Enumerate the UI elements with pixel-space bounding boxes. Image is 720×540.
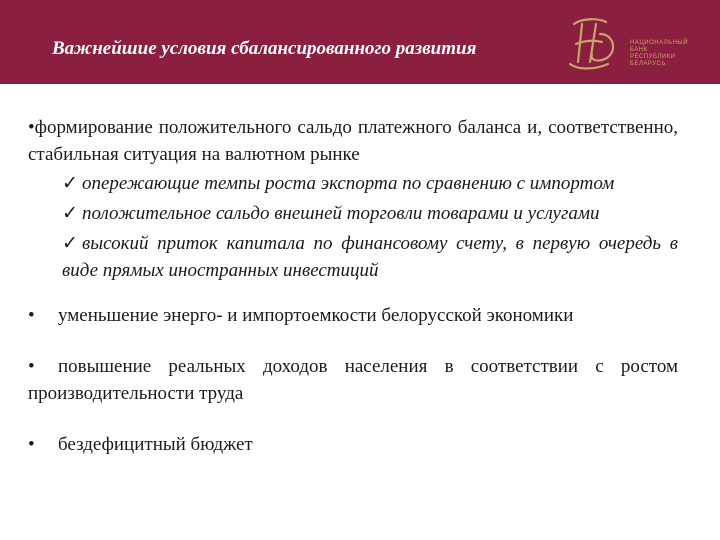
bullet-icon: • [28,356,35,377]
bullet-item-text: бездефицитный бюджет [58,434,253,455]
logo-text-line: РЕСПУБЛИКИ [630,54,676,60]
sub-list [62,170,678,284]
check-icon: ✓ [62,233,78,254]
bullet-icon: • [28,305,35,326]
logo-text-line: БЕЛАРУСЬ [630,61,666,67]
slide-title: Важнейшие условия сбалансированного развития [52,38,477,59]
bullet-item-text: повышение реальных доходов населения в соответствии с ростом производительности труда [28,356,678,404]
title-bar [0,0,720,84]
logo-text-line: НАЦИОНАЛЬНЫЙ [630,40,689,46]
sub-item-text: опережающие темпы роста экспорта по сравнению с импортом [82,173,615,194]
logo-text-line: БАНК [630,47,648,53]
logo-text [630,40,688,68]
bullet-item-energy [28,302,678,329]
sub-item [62,200,678,227]
sub-item [62,170,678,197]
bullet-item-budget [28,431,678,458]
check-icon: ✓ [62,173,78,194]
bullet-item-income [28,353,678,407]
national-bank-logo [560,12,710,76]
sub-item-text: высокий приток капитала по финансовому счету, в первую очередь в виде прямых иностранных инвестиций [62,233,678,281]
slide-body [28,114,678,458]
sub-item [62,230,678,284]
sub-item-text: положительное сальдо внешней торговли товарами и услугами [82,203,600,224]
bullet-item-text: уменьшение энерго- и импортоемкости белорусской экономики [58,305,574,326]
bullet-item-balance: •формирование положительного сальдо платежного баланса и, соответственно, стабильная ситуация на валютном рынке [28,117,678,165]
national-bank-monogram-icon [560,12,630,76]
check-icon: ✓ [62,203,78,224]
bullet-icon: • [28,434,35,455]
